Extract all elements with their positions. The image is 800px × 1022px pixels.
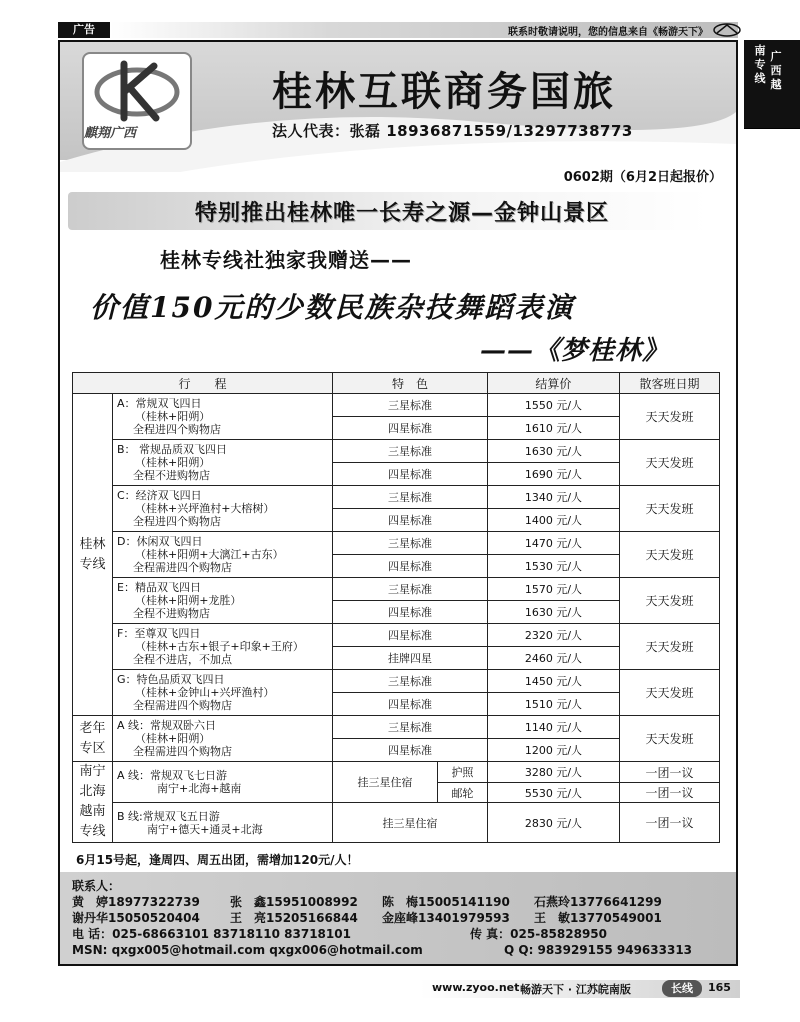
feature-cell: 四星标准: [333, 509, 488, 532]
legal-representative: 法人代表：张磊 18936871559/13297738773: [272, 122, 633, 140]
issue-period: 0602期（6月2日起报价）: [563, 170, 722, 185]
sub-feature-cell: 邮轮: [437, 783, 487, 803]
route-cell: [113, 803, 333, 843]
route-shopping: 全程进四个购物店: [133, 515, 221, 528]
promo-show-title: ——《梦桂林》: [480, 336, 670, 366]
route-cell: [113, 486, 333, 532]
route-title: B 线:常规双飞五日游: [117, 809, 220, 823]
dates-cell: 一团一议: [619, 762, 719, 783]
route-places: （桂林+金钟山+兴坪渔村）: [135, 686, 275, 699]
table-row: [73, 803, 720, 843]
feature-cell: 三星标准: [333, 670, 488, 693]
feature-cell: 四星标准: [333, 417, 488, 440]
side-divider: [744, 128, 800, 129]
route-cell: [113, 578, 333, 624]
table-row: [73, 578, 720, 601]
contact: 谢丹华15050520404: [72, 911, 200, 925]
price-cell: 1400 元/人: [487, 509, 619, 532]
fax: 传 真：025-85828950: [470, 927, 608, 941]
price-cell: 1200 元/人: [487, 739, 619, 762]
header-feature: 特 色: [333, 373, 488, 394]
price-cell: 1550 元/人: [487, 394, 619, 417]
price-cell: 2320 元/人: [487, 624, 619, 647]
price-cell: 1450 元/人: [487, 670, 619, 693]
feature-cell: 三星标准: [333, 394, 488, 417]
header-route: 行 程: [73, 373, 333, 394]
dates-cell: 一团一议: [619, 803, 719, 843]
price-cell: 3280 元/人: [487, 762, 619, 783]
route-places: 南宁+北海+越南: [157, 782, 242, 795]
table-row: [73, 670, 720, 693]
table-header-row: [73, 373, 720, 394]
route-title: C：经济双飞四日: [117, 489, 202, 502]
dates-cell: 天天发班: [619, 670, 719, 716]
surcharge-note: 6月15号起，逢周四、周五出团，需增加120元/人！: [72, 850, 362, 869]
side-category-tab: [744, 40, 800, 128]
price-cell: 1630 元/人: [487, 440, 619, 463]
company-name: 桂林互联商务国旅: [272, 68, 616, 115]
contact: 黄 婷18977322739: [72, 895, 200, 909]
route-cell: [113, 716, 333, 762]
footer-section-badge: 长线: [662, 980, 702, 997]
phone: 电 话：025-68663101 83718110 83718101: [72, 927, 351, 941]
dates-cell: 天天发班: [619, 486, 719, 532]
dates-cell: 天天发班: [619, 578, 719, 624]
page-number: 165: [708, 981, 731, 994]
contacts-row-2: [72, 910, 736, 926]
dates-cell: 一团一议: [619, 783, 719, 803]
price-cell: 1510 元/人: [487, 693, 619, 716]
category-label: 桂林专线: [73, 394, 113, 716]
feature-cell: 四星标准: [333, 624, 488, 647]
route-title: G：特色品质双飞四日: [117, 673, 225, 686]
feature-cell: 四星标准: [333, 601, 488, 624]
feature-cell: 三星标准: [333, 716, 488, 739]
contacts-row-1: [72, 894, 736, 910]
route-title: D：休闲双飞四日: [117, 535, 203, 548]
promo-gift: 桂林专线社独家我赠送——: [160, 248, 412, 272]
promo-show: 价值150元的少数民族杂技舞蹈表演: [90, 291, 575, 324]
footer-magazine: 畅游天下 · 江苏皖南版: [520, 983, 631, 996]
route-places: （桂林+阳朔+大漓江+古东）: [135, 548, 284, 561]
top-bar: [0, 0, 800, 40]
route-places: 南宁+德天+通灵+北海: [147, 822, 263, 836]
route-shopping: 全程不进购物店: [133, 607, 210, 620]
page-footer: [0, 972, 800, 1002]
price-cell: 1470 元/人: [487, 532, 619, 555]
header-dates: 散客班日期: [619, 373, 719, 394]
price-cell: 2460 元/人: [487, 647, 619, 670]
feature-cell: 四星标准: [333, 463, 488, 486]
price-cell: 5530 元/人: [487, 783, 619, 803]
route-cell: [113, 440, 333, 486]
route-title: E：精品双飞四日: [117, 581, 201, 594]
route-shopping: 全程需进四个购物店: [133, 561, 232, 574]
promo-headline: 特别推出桂林唯一长寿之源—金钟山景区: [194, 201, 609, 226]
dates-cell: 天天发班: [619, 624, 719, 670]
contacts-block: [60, 872, 736, 964]
top-note: 联系时敬请说明，您的信息来自《畅游天下》: [508, 27, 708, 38]
route-cell: [113, 624, 333, 670]
tour-price-table: [72, 372, 720, 843]
contact: 金座峰13401979593: [382, 911, 510, 925]
route-title: B： 常规品质双飞四日: [117, 443, 228, 456]
route-title: F：至尊双飞四日: [117, 627, 201, 640]
route-shopping: 全程不进店，不加点: [133, 653, 232, 666]
dates-cell: 天天发班: [619, 440, 719, 486]
feature-cell: 四星标准: [333, 693, 488, 716]
side-tab-col1: 广西越: [770, 50, 782, 91]
contact: 王 敏13770549001: [534, 911, 662, 925]
contact: 陈 梅15005141190: [382, 895, 510, 909]
contact: 王 亮15205166844: [230, 911, 358, 925]
table-row: [73, 486, 720, 509]
table-row: [73, 716, 720, 739]
feature-cell: 四星标准: [333, 739, 488, 762]
route-places: （桂林+阳朔）: [135, 456, 211, 469]
route-title: A：常规双飞四日: [117, 397, 202, 410]
price-cell: 1140 元/人: [487, 716, 619, 739]
table-row: [73, 532, 720, 555]
msn: MSN: qxgx005@hotmail.com qxgx006@hotmail.com: [72, 943, 423, 957]
logo-caption: 麒翔广西: [84, 126, 137, 141]
feature-cell: 三星标准: [333, 532, 488, 555]
feature-cell: 挂三星住宿: [333, 762, 438, 803]
route-shopping: 全程需进四个购物店: [133, 745, 232, 758]
route-places: （桂林+阳朔）: [135, 410, 211, 423]
price-cell: 1570 元/人: [487, 578, 619, 601]
route-shopping: 全程不进购物店: [133, 469, 210, 482]
contacts-phone-row: [72, 926, 736, 942]
route-title: A 线：常规双飞七日游: [117, 769, 228, 782]
ad-label: 广告: [58, 22, 110, 38]
table-row: [73, 762, 720, 783]
qq: Q Q: 983929155 949633313: [504, 943, 693, 957]
price-cell: 2830 元/人: [487, 803, 619, 843]
contacts-title: 联系人：: [72, 879, 121, 893]
feature-cell: 三星标准: [333, 440, 488, 463]
footer-url[interactable]: www.zyoo.net: [432, 981, 520, 994]
price-cell: 1530 元/人: [487, 555, 619, 578]
feature-cell: 三星标准: [333, 486, 488, 509]
dates-cell: 天天发班: [619, 532, 719, 578]
route-cell: [113, 670, 333, 716]
table-row: [73, 440, 720, 463]
dates-cell: 天天发班: [619, 716, 719, 762]
logo-k-icon: [84, 54, 190, 126]
contact: 石燕玲13776641299: [534, 895, 662, 909]
feature-cell: 挂牌四星: [333, 647, 488, 670]
contact: 张 鑫15951008992: [230, 895, 358, 909]
advert-frame: [58, 40, 738, 966]
route-places: （桂林+古东+银子+印象+王府）: [135, 640, 304, 653]
route-title: A 线：常规双卧六日: [117, 719, 217, 732]
side-tab-col2: 南专线: [754, 44, 766, 85]
price-cell: 1340 元/人: [487, 486, 619, 509]
price-cell: 1690 元/人: [487, 463, 619, 486]
table-row: [73, 624, 720, 647]
route-places: （桂林+阳朔+龙胜）: [135, 594, 242, 607]
route-shopping: 全程进四个购物店: [133, 423, 221, 436]
route-cell: [113, 532, 333, 578]
route-cell: [113, 762, 333, 803]
feature-cell: 挂三星住宿: [333, 803, 488, 843]
route-shopping: 全程需进四个购物店: [133, 699, 232, 712]
route-places: （桂林+兴坪渔村+大榕树）: [135, 502, 275, 515]
header-band: [60, 42, 736, 160]
route-cell: [113, 394, 333, 440]
dates-cell: 天天发班: [619, 394, 719, 440]
header-price: 结算价: [487, 373, 619, 394]
table-row: [73, 394, 720, 417]
magazine-logo-icon: [712, 21, 742, 39]
category-label: 老年专区: [73, 716, 113, 762]
price-cell: 1610 元/人: [487, 417, 619, 440]
category-label: 南宁北海越南专线: [73, 762, 113, 843]
sub-feature-cell: 护照: [437, 762, 487, 783]
feature-cell: 三星标准: [333, 578, 488, 601]
route-places: （桂林+阳朔）: [135, 732, 211, 745]
feature-cell: 四星标准: [333, 555, 488, 578]
price-cell: 1630 元/人: [487, 601, 619, 624]
contacts-msn-row: [72, 942, 736, 958]
